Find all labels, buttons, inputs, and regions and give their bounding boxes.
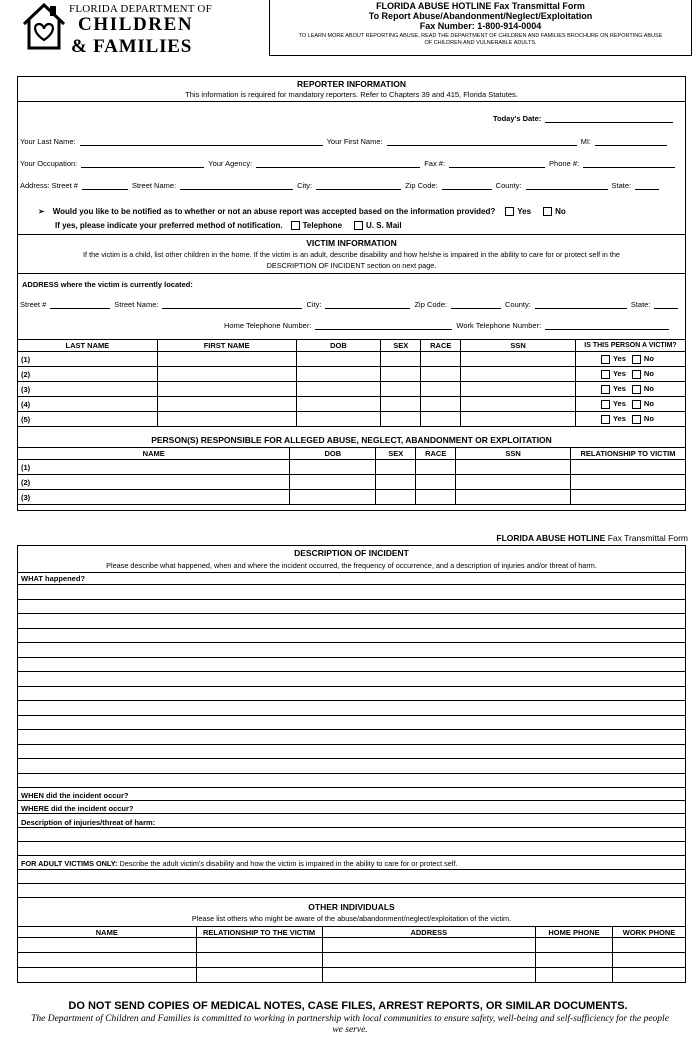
cell[interactable] xyxy=(157,367,296,382)
victim-no-checkbox[interactable] xyxy=(632,370,641,379)
cell[interactable] xyxy=(296,397,381,412)
victim-yes-checkbox[interactable] xyxy=(601,355,610,364)
cell[interactable] xyxy=(290,475,376,490)
cell[interactable] xyxy=(570,490,685,505)
victim-yes-checkbox[interactable] xyxy=(601,400,610,409)
col-dob: DOB xyxy=(290,448,376,460)
table-row xyxy=(18,397,686,412)
footer-warning: DO NOT SEND COPIES OF MEDICAL NOTES, CASE FILES, ARREST REPORTS, OR SIMILAR DOCUMENTS. xyxy=(68,1000,628,1012)
cell[interactable] xyxy=(290,490,376,505)
yes-label: Yes xyxy=(612,414,626,424)
todays-date-label: Today's Date: xyxy=(493,114,542,123)
yes-label: Yes xyxy=(612,354,626,364)
ruled-line xyxy=(17,613,686,614)
no-label: No xyxy=(643,399,654,409)
home-phone-input[interactable] xyxy=(315,321,452,330)
ruled-line xyxy=(17,744,686,745)
phone-input[interactable] xyxy=(583,159,675,168)
cell[interactable] xyxy=(421,397,461,412)
victim-no-checkbox[interactable] xyxy=(632,415,641,424)
description-subtitle: Please describe what happened, when and where the incident occurred, the frequency of occurrence, and a description of injuries and/or threat of harm. xyxy=(106,561,597,570)
col-race: RACE xyxy=(416,448,456,460)
no-label: No xyxy=(643,354,654,364)
cell[interactable] xyxy=(196,968,322,983)
notify-no-label: No xyxy=(555,207,566,216)
cell[interactable] xyxy=(157,412,296,427)
cell[interactable] xyxy=(416,475,456,490)
victim-yes-checkbox[interactable] xyxy=(601,370,610,379)
ruled-line xyxy=(17,686,686,687)
col-relationship: RELATIONSHIP TO THE VICTIM xyxy=(196,927,322,938)
table-row xyxy=(18,460,686,475)
victim-yes-no xyxy=(575,352,685,367)
cell[interactable] xyxy=(18,953,197,968)
method-row xyxy=(55,221,402,230)
col-ssn: SSN xyxy=(456,448,571,460)
ruled-line xyxy=(17,883,686,884)
occupation-label: Your Occupation: xyxy=(20,159,78,168)
cell[interactable] xyxy=(536,953,613,968)
where-label: WHERE did the incident occur? xyxy=(21,804,134,813)
ruled-line xyxy=(17,657,686,658)
header-fax: Fax Number: 1-800-914-0004 xyxy=(419,21,542,31)
cell[interactable] xyxy=(296,412,381,427)
house-heart-icon xyxy=(22,2,66,50)
table-row xyxy=(18,382,686,397)
mail-checkbox[interactable] xyxy=(354,221,363,230)
logo-line2: CHILDREN xyxy=(78,14,194,35)
zip-input[interactable] xyxy=(442,181,492,190)
cell[interactable] xyxy=(421,352,461,367)
dcf-logo xyxy=(22,2,222,64)
cell[interactable] xyxy=(613,953,686,968)
when-label: WHEN did the incident occur? xyxy=(21,791,129,800)
no-label: No xyxy=(643,369,654,379)
page2-form-title xyxy=(496,533,688,543)
method-question: If yes, please indicate your preferred method of notification. xyxy=(55,221,283,230)
col-name: NAME xyxy=(18,448,290,460)
row-number: (1) xyxy=(18,460,290,475)
agency-label: Your Agency: xyxy=(208,159,253,168)
yes-label: Yes xyxy=(612,369,626,379)
others-title: OTHER INDIVIDUALS xyxy=(308,902,395,912)
victim-title: VICTIM INFORMATION xyxy=(306,238,397,248)
victim-table xyxy=(17,339,686,427)
logo-line3: & FAMILIES xyxy=(71,36,193,57)
cell[interactable] xyxy=(376,475,416,490)
adult-bold: FOR ADULT VICTIMS ONLY: xyxy=(21,859,118,868)
ruled-line xyxy=(17,671,686,672)
table-row xyxy=(18,953,686,968)
victim-street-label: Street Name: xyxy=(114,300,159,309)
others-table-header xyxy=(18,927,686,938)
table-row xyxy=(18,475,686,490)
fax-input[interactable] xyxy=(449,159,545,168)
cell[interactable] xyxy=(461,352,576,367)
cell[interactable] xyxy=(296,352,381,367)
logo-line1: FLORIDA DEPARTMENT OF xyxy=(69,3,212,15)
last-name-input[interactable] xyxy=(80,137,323,146)
county-label: County: xyxy=(495,181,522,190)
injuries-label: Description of injuries/threat of harm: xyxy=(21,818,156,827)
city-label: City: xyxy=(297,181,313,190)
row-number: (2) xyxy=(18,475,290,490)
col-sex: SEX xyxy=(376,448,416,460)
row-number: (4) xyxy=(18,397,158,412)
cell[interactable] xyxy=(381,367,421,382)
cell[interactable] xyxy=(381,397,421,412)
cell[interactable] xyxy=(157,352,296,367)
others-table xyxy=(17,926,686,983)
victim-sub2: DESCRIPTION OF INCIDENT section on next page. xyxy=(266,261,437,270)
cell[interactable] xyxy=(456,490,571,505)
header-title2: To Report Abuse/Abandonment/Neglect/Exploitation xyxy=(368,11,593,21)
state-label: State: xyxy=(611,181,632,190)
victim-zip-label: Zip Code: xyxy=(414,300,447,309)
row-number: (3) xyxy=(18,490,290,505)
cell[interactable] xyxy=(376,490,416,505)
col-name: NAME xyxy=(18,927,197,938)
cell[interactable] xyxy=(421,382,461,397)
others-subtitle: Please list others who might be aware of the abuse/abandonment/neglect/exploitation of the victim. xyxy=(191,914,512,923)
ruled-line xyxy=(17,715,686,716)
state-input[interactable] xyxy=(635,181,659,190)
what-label: WHAT happened? xyxy=(21,574,86,583)
mail-label: U. S. Mail xyxy=(366,221,402,230)
agency-input[interactable] xyxy=(256,159,420,168)
todays-date-field[interactable] xyxy=(493,114,673,123)
victim-phone-row xyxy=(224,321,669,330)
table-row xyxy=(18,938,686,953)
victim-yes-no xyxy=(575,397,685,412)
row-number: (5) xyxy=(18,412,158,427)
victim-county-input[interactable] xyxy=(535,300,627,309)
cell[interactable] xyxy=(461,367,576,382)
table-row xyxy=(18,968,686,983)
victim-yes-no xyxy=(575,367,685,382)
cell[interactable] xyxy=(613,938,686,953)
ruled-line xyxy=(17,841,686,842)
cell[interactable] xyxy=(296,382,381,397)
col-address: ADDRESS xyxy=(322,927,536,938)
responsible-table-header xyxy=(18,448,686,460)
cell[interactable] xyxy=(381,412,421,427)
cell[interactable] xyxy=(421,367,461,382)
ruled-line xyxy=(17,869,686,870)
phone-label: Phone #: xyxy=(549,159,580,168)
first-name-input[interactable] xyxy=(387,137,577,146)
victim-yes-no xyxy=(575,382,685,397)
col-home-phone: HOME PHONE xyxy=(536,927,613,938)
cell[interactable] xyxy=(322,968,536,983)
notify-yes-label: Yes xyxy=(517,207,532,216)
cell[interactable] xyxy=(196,953,322,968)
adult-rest: Describe the adult victim's disability and how the victim is impaired in the ability to care for or protect self. xyxy=(117,859,458,868)
home-phone-label: Home Telephone Number: xyxy=(224,321,312,330)
cell[interactable] xyxy=(416,490,456,505)
col-race: RACE xyxy=(421,340,461,352)
street-name-input[interactable] xyxy=(180,181,293,190)
col-work-phone: WORK PHONE xyxy=(613,927,686,938)
col-ssn: SSN xyxy=(461,340,576,352)
row-number: (3) xyxy=(18,382,158,397)
reporter-address-row xyxy=(20,181,659,190)
cell[interactable] xyxy=(381,352,421,367)
work-phone-input[interactable] xyxy=(545,321,669,330)
cell[interactable] xyxy=(461,397,576,412)
col-is-victim: IS THIS PERSON A VICTIM? xyxy=(575,340,685,352)
victim-zip-input[interactable] xyxy=(451,300,501,309)
address-street-no-label: Address: Street # xyxy=(20,181,78,190)
reporter-occupation-row xyxy=(20,159,675,168)
victim-no-checkbox[interactable] xyxy=(632,400,641,409)
cell[interactable] xyxy=(461,382,576,397)
ruled-line xyxy=(17,700,686,701)
victim-street-input[interactable] xyxy=(162,300,302,309)
page2-title-bold: FLORIDA ABUSE HOTLINE xyxy=(496,533,606,543)
victim-city-label: City: xyxy=(306,300,322,309)
cell[interactable] xyxy=(421,412,461,427)
ruled-line xyxy=(17,584,686,585)
col-dob: DOB xyxy=(296,340,381,352)
victim-street-no-input[interactable] xyxy=(50,300,110,309)
notify-row xyxy=(38,207,566,216)
victim-table-header xyxy=(18,340,686,352)
victim-state-input[interactable] xyxy=(654,300,678,309)
occupation-input[interactable] xyxy=(81,159,204,168)
fax-label: Fax #: xyxy=(424,159,446,168)
description-title: DESCRIPTION OF INCIDENT xyxy=(294,548,409,558)
victim-no-checkbox[interactable] xyxy=(632,355,641,364)
ruled-line xyxy=(17,729,686,730)
victim-county-label: County: xyxy=(504,300,531,309)
cell[interactable] xyxy=(570,460,685,475)
arrow-bullet-icon: ➢ xyxy=(38,207,45,216)
victim-yes-checkbox[interactable] xyxy=(601,385,610,394)
responsible-title: PERSON(S) RESPONSIBLE FOR ALLEGED ABUSE, NEGLECT, ABANDONMENT OR EXPLOITATION xyxy=(151,435,552,445)
table-row xyxy=(18,412,686,427)
footer-commitment: The Department of Children and Families is committed to working in partnership with local communities to ensure safety, well-being and self-sufficiency for the people we serve. xyxy=(31,1014,669,1035)
victim-street-no-label: Street # xyxy=(20,300,47,309)
mi-input[interactable] xyxy=(595,137,667,146)
table-row xyxy=(18,490,686,505)
reporter-title: REPORTER INFORMATION xyxy=(297,79,406,89)
telephone-label: Telephone xyxy=(302,221,343,230)
reporter-subtitle: This information is required for mandatory reporters. Refer to Chapters 39 and 415, Florida Statutes. xyxy=(185,90,518,99)
notify-question: Would you like to be notified as to whether or not an abuse report was accepted based on the information provided? xyxy=(52,207,496,216)
county-input[interactable] xyxy=(526,181,608,190)
page2-title-rest: Fax Transmittal Form xyxy=(605,533,688,543)
cell[interactable] xyxy=(157,397,296,412)
ruled-line xyxy=(17,787,686,788)
ruled-line xyxy=(17,628,686,629)
table-row xyxy=(18,352,686,367)
cell[interactable] xyxy=(381,382,421,397)
cell[interactable] xyxy=(157,382,296,397)
cell[interactable] xyxy=(570,475,685,490)
last-name-label: Your Last Name: xyxy=(20,137,76,146)
victim-address-row xyxy=(20,300,678,309)
col-first-name: FIRST NAME xyxy=(157,340,296,352)
cell[interactable] xyxy=(18,938,197,953)
yes-label: Yes xyxy=(612,399,626,409)
mi-label: MI: xyxy=(580,137,592,146)
cell[interactable] xyxy=(290,460,376,475)
city-input[interactable] xyxy=(316,181,401,190)
work-phone-label: Work Telephone Number: xyxy=(456,321,542,330)
telephone-checkbox[interactable] xyxy=(291,221,300,230)
row-number: (1) xyxy=(18,352,158,367)
table-row xyxy=(18,367,686,382)
cell[interactable] xyxy=(322,953,536,968)
header-title1: FLORIDA ABUSE HOTLINE Fax Transmittal Form xyxy=(376,1,585,11)
cell[interactable] xyxy=(322,938,536,953)
cell[interactable] xyxy=(536,938,613,953)
notify-yes-checkbox[interactable] xyxy=(505,207,514,216)
cell[interactable] xyxy=(536,968,613,983)
ruled-line xyxy=(17,827,686,828)
yes-label: Yes xyxy=(612,384,626,394)
victim-city-input[interactable] xyxy=(325,300,410,309)
victim-address-label: ADDRESS where the victim is currently located: xyxy=(22,280,193,289)
cell[interactable] xyxy=(18,968,197,983)
cell[interactable] xyxy=(461,412,576,427)
notify-no-checkbox[interactable] xyxy=(543,207,552,216)
victim-yes-no xyxy=(575,412,685,427)
ruled-line xyxy=(17,855,686,856)
street-name-label: Street Name: xyxy=(131,181,177,190)
ruled-line xyxy=(17,800,686,801)
col-sex: SEX xyxy=(381,340,421,352)
first-name-label: Your First Name: xyxy=(326,137,383,146)
no-label: No xyxy=(643,414,654,424)
header-box xyxy=(269,0,692,56)
no-label: No xyxy=(643,384,654,394)
ruled-line xyxy=(17,642,686,643)
col-relationship: RELATIONSHIP TO VICTIM xyxy=(570,448,685,460)
cell[interactable] xyxy=(376,460,416,475)
zip-label: Zip Code: xyxy=(405,181,438,190)
victim-sub1: If the victim is a child, list other children in the home. If the victim is an adult, describe disability and how he/she is impaired in the ability to care for or protect self in the xyxy=(83,250,620,259)
cell[interactable] xyxy=(196,938,322,953)
address-street-no-input[interactable] xyxy=(82,181,128,190)
victim-yes-checkbox[interactable] xyxy=(601,415,610,424)
col-last-name: LAST NAME xyxy=(18,340,158,352)
ruled-line xyxy=(17,773,686,774)
reporter-name-row xyxy=(20,137,667,146)
victim-state-label: State: xyxy=(630,300,651,309)
cell[interactable] xyxy=(416,460,456,475)
cell[interactable] xyxy=(613,968,686,983)
victim-no-checkbox[interactable] xyxy=(632,385,641,394)
adult-victims-label xyxy=(21,859,458,868)
row-number: (2) xyxy=(18,367,158,382)
ruled-line xyxy=(17,813,686,814)
cell[interactable] xyxy=(456,460,571,475)
cell[interactable] xyxy=(296,367,381,382)
responsible-table xyxy=(17,447,686,505)
ruled-line xyxy=(17,599,686,600)
cell[interactable] xyxy=(456,475,571,490)
header-note: TO LEARN MORE ABOUT REPORTING ABUSE, READ THE DEPARTMENT OF CHILDREN AND FAMILIES BROCHURE ON REPORTING ABUSE OF CHILDREN AND VULNERABLE ADULTS. xyxy=(298,33,663,46)
ruled-line xyxy=(17,758,686,759)
